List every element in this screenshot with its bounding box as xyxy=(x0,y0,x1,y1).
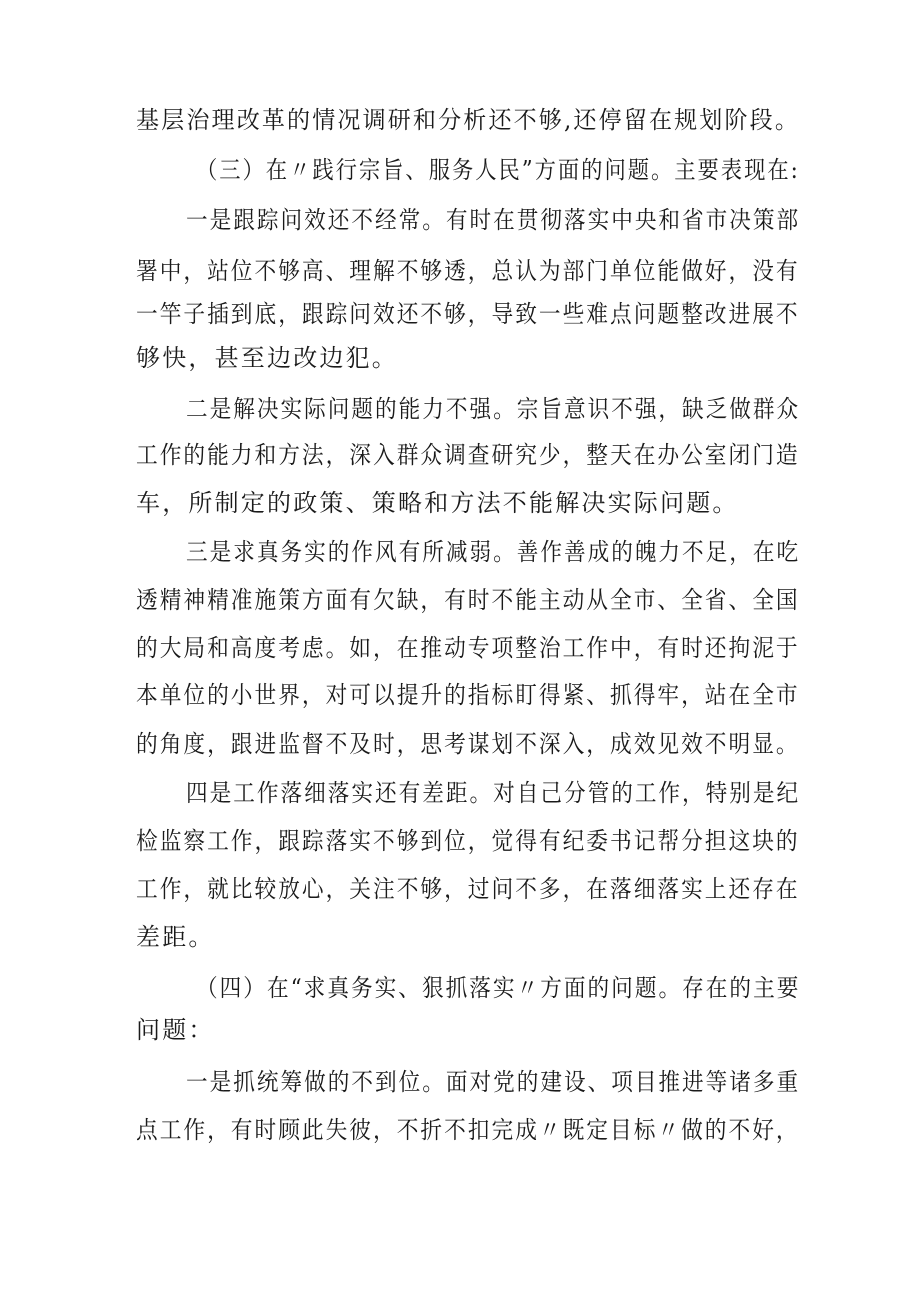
text-line: 够快，甚至边改边犯。 xyxy=(136,344,398,372)
text-line: 差距。 xyxy=(136,923,215,951)
section-heading-3: （三）在〃践行宗旨、服务人民”方面的问题。主要表现在: xyxy=(196,156,800,184)
text-line: 点工作，有时顾此失彼，不折不扣完成〃既定目标〃做的不好， xyxy=(136,1116,800,1144)
text-line: 检监察工作，跟踪落实不够到位，觉得有纪委书记帮分担这块的 xyxy=(136,827,800,855)
text-line: 透精神精准施策方面有欠缺，有时不能主动从全市、全省、全国 xyxy=(136,586,800,614)
text-line: 基层治理改革的情况调研和分析还不够,还停留在规划阶段。 xyxy=(136,106,801,134)
text-line: 车，所制定的政策、策略和方法不能解决实际问题。 xyxy=(136,489,739,517)
text-line: 一是跟踪问效还不经常。有时在贯彻落实中央和省市决策部 xyxy=(186,206,801,234)
text-line: 一是抓统筹做的不到位。面对党的建设、项目推进等诸多重 xyxy=(186,1068,801,1096)
text-line: 工作，就比较放心，关注不够，过问不多，在落细落实上还存在 xyxy=(136,875,800,903)
text-line: 三是求真务实的作风有所减弱。善作善成的魄力不足，在吃 xyxy=(186,538,801,566)
text-line: 的大局和高度考虑。如，在推动专项整治工作中，有时还拘泥于 xyxy=(136,634,800,662)
text-line: 的角度，跟进监督不及时，思考谋划不深入，成效见效不明显。 xyxy=(136,730,800,758)
text-line: 本单位的小世界，对可以提升的指标盯得紧、抓得牢，站在全市 xyxy=(136,681,800,709)
text-line: 四是工作落细落实还有差距。对自己分管的工作，特别是纪 xyxy=(186,779,801,807)
text-line: 工作的能力和方法，深入群众调查研究少，整天在办公室闭门造 xyxy=(136,441,800,469)
text-line: 一竿子插到底，跟踪问效还不够，导致一些难点问题整改进展不 xyxy=(136,300,800,328)
section-heading-4: （四）在“求真务实、狠抓落实〃方面的问题。存在的主要 xyxy=(196,974,801,1002)
text-line: 问题： xyxy=(136,1016,215,1044)
text-line: 二是解决实际问题的能力不强。宗旨意识不强，缺乏做群众 xyxy=(186,395,801,423)
text-line: 署中，站位不够高、理解不够透，总认为部门单位能做好，没有 xyxy=(136,257,800,285)
